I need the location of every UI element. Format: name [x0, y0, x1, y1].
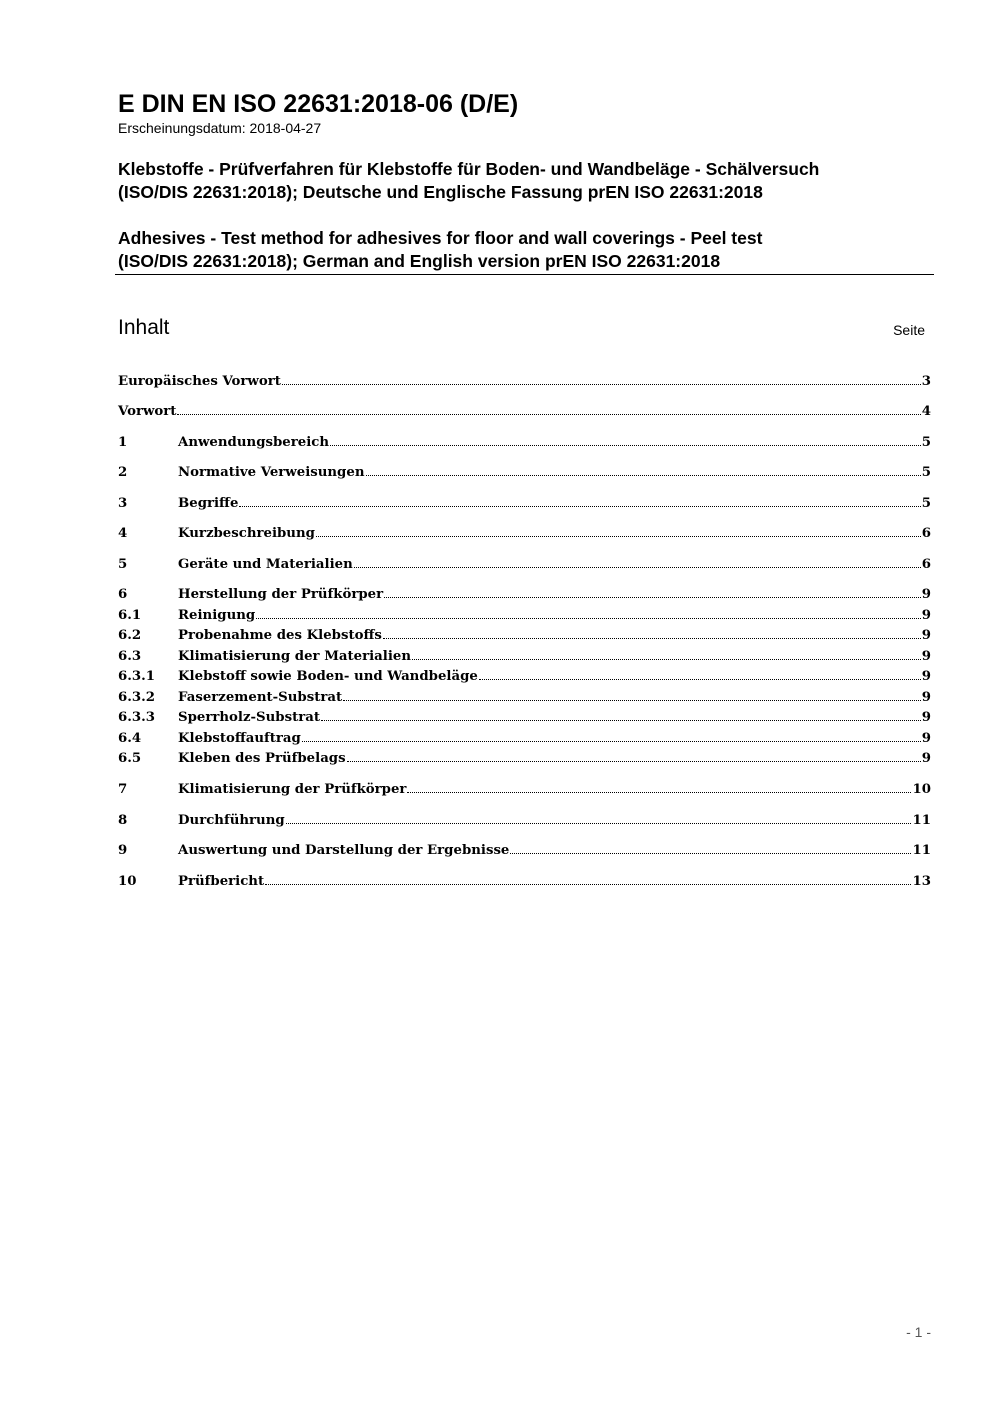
toc-entry-number: 1	[118, 435, 128, 450]
toc-entry-title: Herstellung der Prüfkörper	[178, 587, 384, 602]
toc-dot-leader	[239, 506, 920, 507]
toc-entry-number: 6	[118, 587, 128, 602]
toc-dot-leader	[282, 384, 921, 385]
toc-entry[interactable]	[118, 524, 931, 543]
toc-entry[interactable]	[118, 729, 931, 748]
toc-entry-page: 10	[912, 782, 931, 797]
publication-date: Erscheinungsdatum: 2018-04-27	[118, 120, 322, 136]
toc-dot-leader	[383, 638, 921, 639]
toc-entry[interactable]	[118, 463, 931, 482]
toc-entry-title: Auswertung und Darstellung der Ergebnisse	[178, 843, 510, 858]
toc-entry-title: Klebstoffauftrag	[178, 731, 301, 746]
toc-entry-page: 5	[921, 435, 931, 450]
toc-entry-title: Normative Verweisungen	[178, 465, 365, 480]
toc-entry-title: Klimatisierung der Prüfkörper	[178, 782, 407, 797]
title-german	[118, 158, 934, 204]
toc-dot-leader	[412, 659, 921, 660]
toc-entry-page: 9	[921, 690, 931, 705]
toc-heading: Inhalt	[118, 316, 170, 339]
toc-entry-number: 6.5	[118, 751, 142, 766]
toc-dot-leader	[321, 720, 921, 721]
title-english	[118, 227, 934, 273]
toc-entry-page: 5	[921, 496, 931, 511]
title-english-line: (ISO/DIS 22631:2018); German and English version prEN ISO 22631:2018	[118, 251, 721, 271]
toc-page-column-label: Seite	[893, 322, 925, 338]
toc-dot-leader	[256, 618, 921, 619]
toc-entry-title: Kleben des Prüfbelags	[178, 751, 346, 766]
toc-entry-page: 6	[921, 557, 931, 572]
toc-entry[interactable]	[118, 872, 931, 891]
toc-entry-number: 6.2	[118, 628, 142, 643]
toc-dot-leader	[384, 597, 921, 598]
toc-entry[interactable]	[118, 708, 931, 727]
toc-entry-page: 9	[921, 649, 931, 664]
toc-entry-title: Prüfbericht	[178, 874, 265, 889]
toc-entry-title: Probenahme des Klebstoffs	[178, 628, 382, 643]
toc-dot-leader	[407, 792, 911, 793]
toc-entry-number: 8	[118, 813, 128, 828]
toc-entry-number: 6.4	[118, 731, 142, 746]
toc-entry-page: 9	[921, 669, 931, 684]
toc-entry-page: 9	[921, 731, 931, 746]
header-divider	[115, 274, 934, 275]
toc-dot-leader	[177, 414, 920, 415]
toc-entry[interactable]	[118, 688, 931, 707]
toc-entry[interactable]	[118, 555, 931, 574]
toc-entry-title: Europäisches Vorwort	[118, 374, 281, 389]
toc-entry[interactable]	[118, 749, 931, 768]
toc-entry-page: 11	[912, 843, 931, 858]
toc-dot-leader	[366, 475, 921, 476]
toc-entry[interactable]	[118, 585, 931, 604]
toc-entry[interactable]	[118, 606, 931, 625]
toc-entry-number: 6.1	[118, 608, 142, 623]
toc-entry-page: 9	[921, 751, 931, 766]
toc-entry-title: Durchführung	[178, 813, 285, 828]
toc-entry-title: Kurzbeschreibung	[178, 526, 315, 541]
toc-entry-page: 6	[921, 526, 931, 541]
title-german-line: Klebstoffe - Prüfverfahren für Klebstoffe für Boden- und Wandbeläge - Schälversuch	[118, 159, 820, 179]
toc-entry[interactable]	[118, 667, 931, 686]
page-number: - 1 -	[906, 1324, 931, 1340]
toc-dot-leader	[286, 823, 912, 824]
toc-entry-number: 6.3.1	[118, 669, 156, 684]
toc-dot-leader	[302, 741, 921, 742]
toc-entry[interactable]	[118, 841, 931, 860]
toc-entry-title: Begriffe	[178, 496, 239, 511]
toc-entry-number: 5	[118, 557, 128, 572]
toc-entry[interactable]	[118, 626, 931, 645]
toc-entry-number: 10	[118, 874, 137, 889]
toc-entry-page: 9	[921, 628, 931, 643]
toc-entry-title: Reinigung	[178, 608, 256, 623]
toc-entry-number: 2	[118, 465, 128, 480]
title-english-line: Adhesives - Test method for adhesives for floor and wall coverings - Peel test	[118, 228, 763, 248]
toc-entry-number: 3	[118, 496, 128, 511]
toc-entry-title: Faserzement-Substrat	[178, 690, 343, 705]
toc-entry[interactable]	[118, 811, 931, 830]
toc-entry-page: 11	[912, 813, 931, 828]
toc-dot-leader	[347, 761, 921, 762]
toc-entry[interactable]	[118, 494, 931, 513]
toc-dot-leader	[343, 700, 921, 701]
toc-entry-title: Klimatisierung der Materialien	[178, 649, 412, 664]
toc-dot-leader	[265, 884, 911, 885]
toc-dot-leader	[510, 853, 911, 854]
toc-entry-page: 9	[921, 710, 931, 725]
toc-entry[interactable]	[118, 402, 931, 421]
toc-entry-title: Klebstoff sowie Boden- und Wandbeläge	[178, 669, 478, 684]
toc-entry-number: 4	[118, 526, 128, 541]
toc-entry[interactable]	[118, 372, 931, 391]
toc-dot-leader	[316, 536, 921, 537]
toc-entry[interactable]	[118, 433, 931, 452]
document-id: E DIN EN ISO 22631:2018-06 (D/E)	[118, 90, 519, 118]
title-german-line: (ISO/DIS 22631:2018); Deutsche und Englische Fassung prEN ISO 22631:2018	[118, 182, 763, 202]
toc-entry[interactable]	[118, 780, 931, 799]
toc-entry[interactable]	[118, 647, 931, 666]
toc-entry-page: 13	[912, 874, 931, 889]
toc-entry-number: 6.3.3	[118, 710, 156, 725]
toc-entry-title: Geräte und Materialien	[178, 557, 353, 572]
toc-entry-page: 4	[921, 404, 931, 419]
document-header	[118, 88, 934, 273]
toc-entry-title: Sperrholz-Substrat	[178, 710, 320, 725]
toc-dot-leader	[479, 679, 921, 680]
toc-dot-leader	[330, 445, 921, 446]
toc-dot-leader	[354, 567, 921, 568]
toc-entry-number: 9	[118, 843, 128, 858]
toc-entry-page: 9	[921, 608, 931, 623]
toc-entry-page: 5	[921, 465, 931, 480]
toc-entry-page: 3	[921, 374, 931, 389]
toc-entry-page: 9	[921, 587, 931, 602]
toc-entry-title: Vorwort	[118, 404, 177, 419]
toc-entry-number: 6.3	[118, 649, 142, 664]
toc-entry-number: 6.3.2	[118, 690, 156, 705]
toc-entry-title: Anwendungsbereich	[178, 435, 330, 450]
toc-entry-number: 7	[118, 782, 128, 797]
